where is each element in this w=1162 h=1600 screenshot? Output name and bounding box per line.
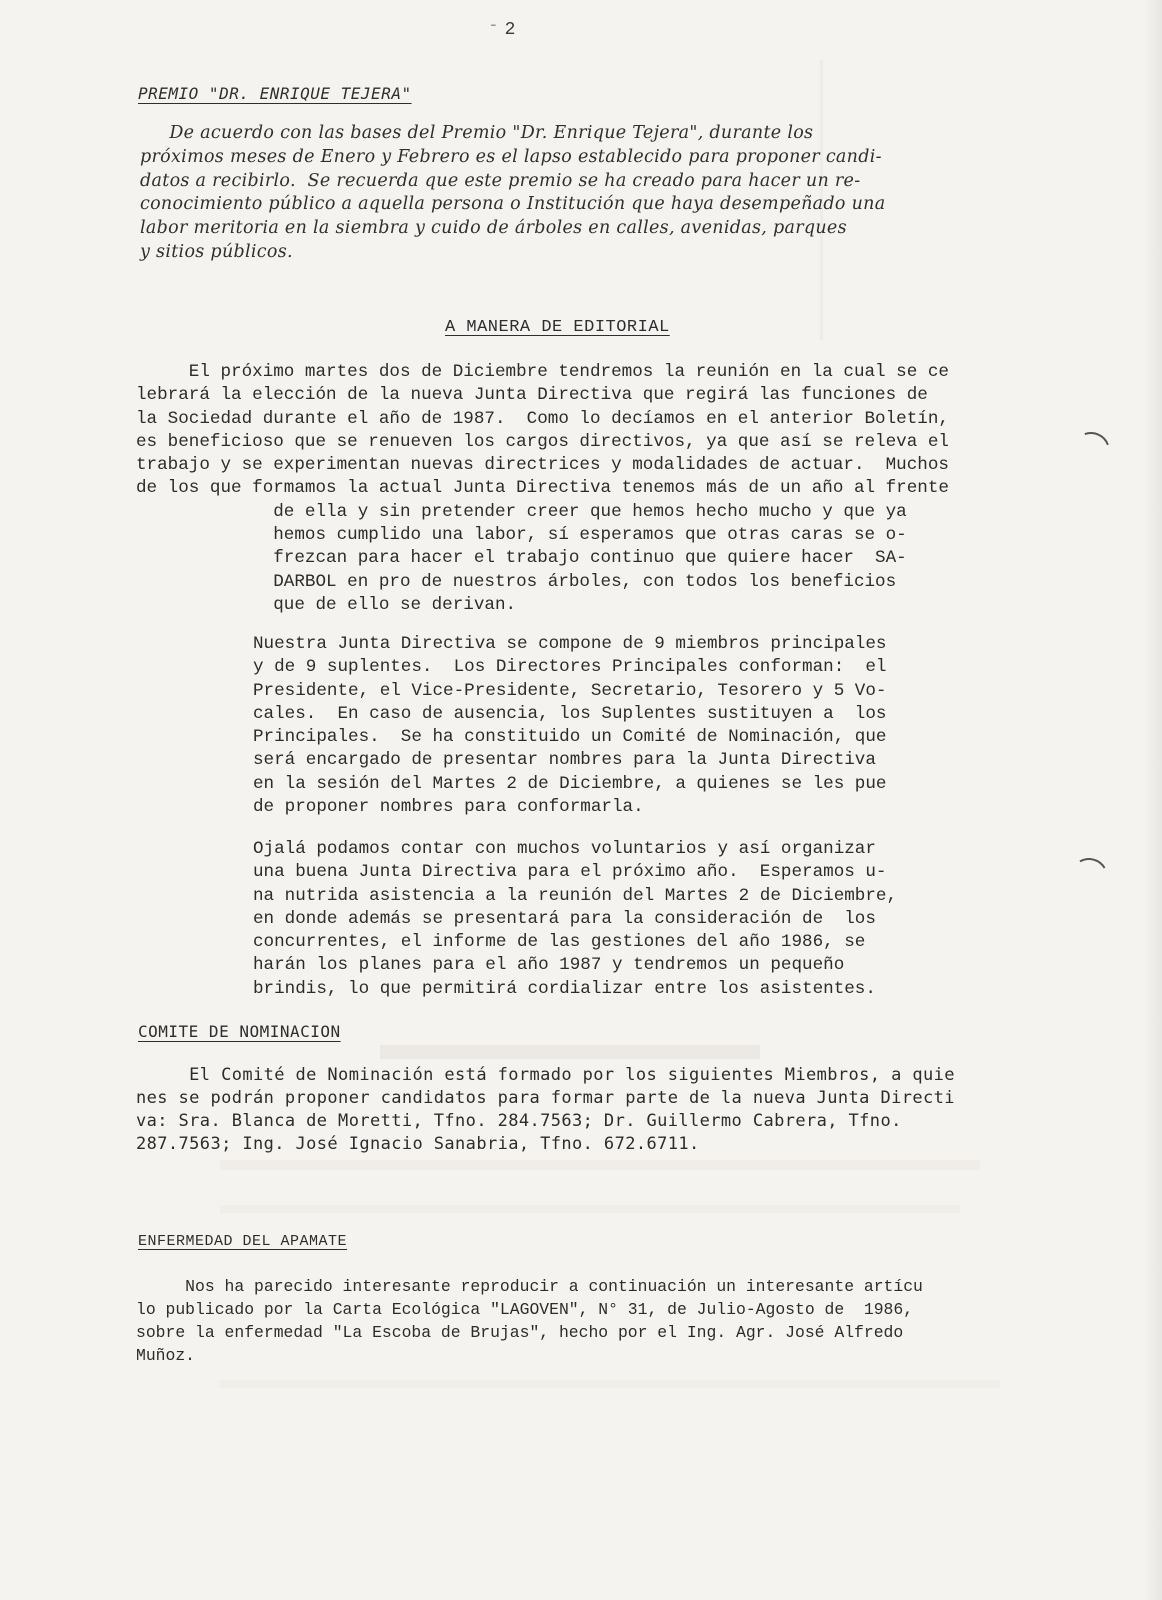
text-line: El próximo martes dos de Diciembre tendremos la reunión en la cual se ce [136, 362, 949, 382]
premio-heading: PREMIO "DR. ENRIQUE TEJERA" [138, 84, 412, 103]
editorial-paragraph-3 [253, 838, 897, 1001]
premio-paragraph [140, 122, 886, 265]
text-line: va: Sra. Blanca de Moretti, Tfno. 284.7563; Dr. Guillermo Cabrera, Tfno. [136, 1111, 902, 1131]
bleed-through-mark [380, 1045, 760, 1059]
text-line: harán los planes para el año 1987 y tendremos un pequeño [253, 955, 845, 976]
bleed-through-mark [220, 1205, 960, 1213]
text-line: 287.7563; Ing. José Ignacio Sanabria, Tfno. 672.6711. [136, 1134, 700, 1154]
punch-mark [1066, 426, 1116, 476]
editorial-heading: A MANERA DE EDITORIAL [445, 318, 670, 337]
text-line: conocimiento público a aquella persona o Institución que haya desempeñado una [140, 194, 886, 215]
text-line: concurrentes, el informe de las gestiones del año 1986, se [253, 932, 866, 953]
punch-mark [1066, 854, 1113, 901]
text-line: sobre la enfermedad "La Escoba de Brujas", hecho por el Ing. Agr. José Alfredo [136, 1323, 904, 1342]
text-line: y sitios públicos. [140, 241, 293, 262]
text-line: El Comité de Nominación está formado por los siguientes Miembros, a quie [136, 1065, 955, 1085]
text-line: De acuerdo con las bases del Premio "Dr. Enrique Tejera", durante los [140, 123, 814, 143]
text-line: de los que formamos la actual Junta Directiva tenemos más de un año al frente [136, 478, 949, 499]
text-line: lo publicado por la Carta Ecológica "LAGOVEN", N° 31, de Julio-Agosto de 1986, [136, 1300, 914, 1319]
editorial-paragraph-2 [253, 633, 886, 819]
text-line: una buena Junta Directiva para el próximo año. Esperamos u- [253, 862, 887, 883]
comite-heading: COMITE DE NOMINACION [138, 1022, 341, 1041]
text-line: hemos cumplido una labor, sí esperamos que otras caras se o- [136, 525, 907, 546]
text-line: de ella y sin pretender creer que hemos hecho mucho y que ya [136, 501, 907, 522]
text-line: labor meritoria en la siembra y cuido de árboles en calles, avenidas, parques [140, 218, 847, 239]
text-line: nes se podrán proponer candidatos para formar parte de la nueva Junta Directi [136, 1088, 955, 1108]
bleed-through-mark [220, 1380, 1000, 1388]
apamate-paragraph [136, 1275, 923, 1367]
text-line: na nutrida asistencia a la reunión del Martes 2 de Diciembre, [253, 885, 898, 906]
text-line: será encargado de presentar nombres para la Junta Directiva [253, 750, 876, 771]
page-edge-shadow [1144, 0, 1162, 1600]
text-line: brindis, lo que permitirá cordializar entre los asistentes. [253, 978, 876, 999]
text-line: Nos ha parecido interesante reproducir a continuación un interesante artícu [136, 1277, 923, 1296]
text-line: trabajo y se experimentan nuevas directrices y modalidades de actuar. Muchos [136, 455, 949, 476]
text-line: DARBOL en pro de nuestros árboles, con todos los beneficios [136, 571, 897, 592]
text-line: lebrará la elección de la nueva Junta Directiva que regirá las funciones de [136, 385, 928, 406]
text-line: frezcan para hacer el trabajo continuo que quiere hacer SA- [136, 548, 907, 569]
bleed-through-mark [220, 1160, 980, 1170]
comite-paragraph [136, 1064, 955, 1156]
text-line: es beneficioso que se renueven los cargos directivos, ya que así se releva el [136, 431, 949, 452]
text-line: Presidente, el Vice-Presidente, Secretario, Tesorero y 5 Vo- [253, 680, 887, 701]
editorial-paragraph-1 [136, 361, 949, 617]
text-line: Principales. Se ha constituido un Comité de Nominación, que [253, 727, 887, 748]
text-line: la Sociedad durante el año de 1987. Como lo decíamos en el anterior Boletín, [136, 408, 949, 429]
apamate-heading: ENFERMEDAD DEL APAMATE [138, 1233, 348, 1250]
text-line: Muñoz. [136, 1346, 196, 1365]
text-line: próximos meses de Enero y Febrero es el lapso establecido para proponer candi- [140, 146, 882, 167]
text-line: Ojalá podamos contar con muchos voluntarios y así organizar [253, 839, 876, 859]
text-line: y de 9 suplentes. Los Directores Principales conforman: el [253, 657, 887, 678]
text-line: datos a recibirlo. Se recuerda que este premio se ha creado para hacer un re- [140, 170, 861, 191]
text-line: en la sesión del Martes 2 de Diciembre, a quienes se les pue [253, 773, 887, 794]
text-line: de proponer nombres para conformarla. [253, 797, 644, 818]
text-line: que de ello se derivan. [136, 594, 517, 615]
text-line: Nuestra Junta Directiva se compone de 9 miembros principales [253, 634, 887, 654]
text-line: en donde además se presentará para la consideración de los [253, 908, 876, 929]
page-number: – 2 [490, 20, 516, 40]
text-line: cales. En caso de ausencia, los Suplentes sustituyen a los [253, 703, 887, 724]
